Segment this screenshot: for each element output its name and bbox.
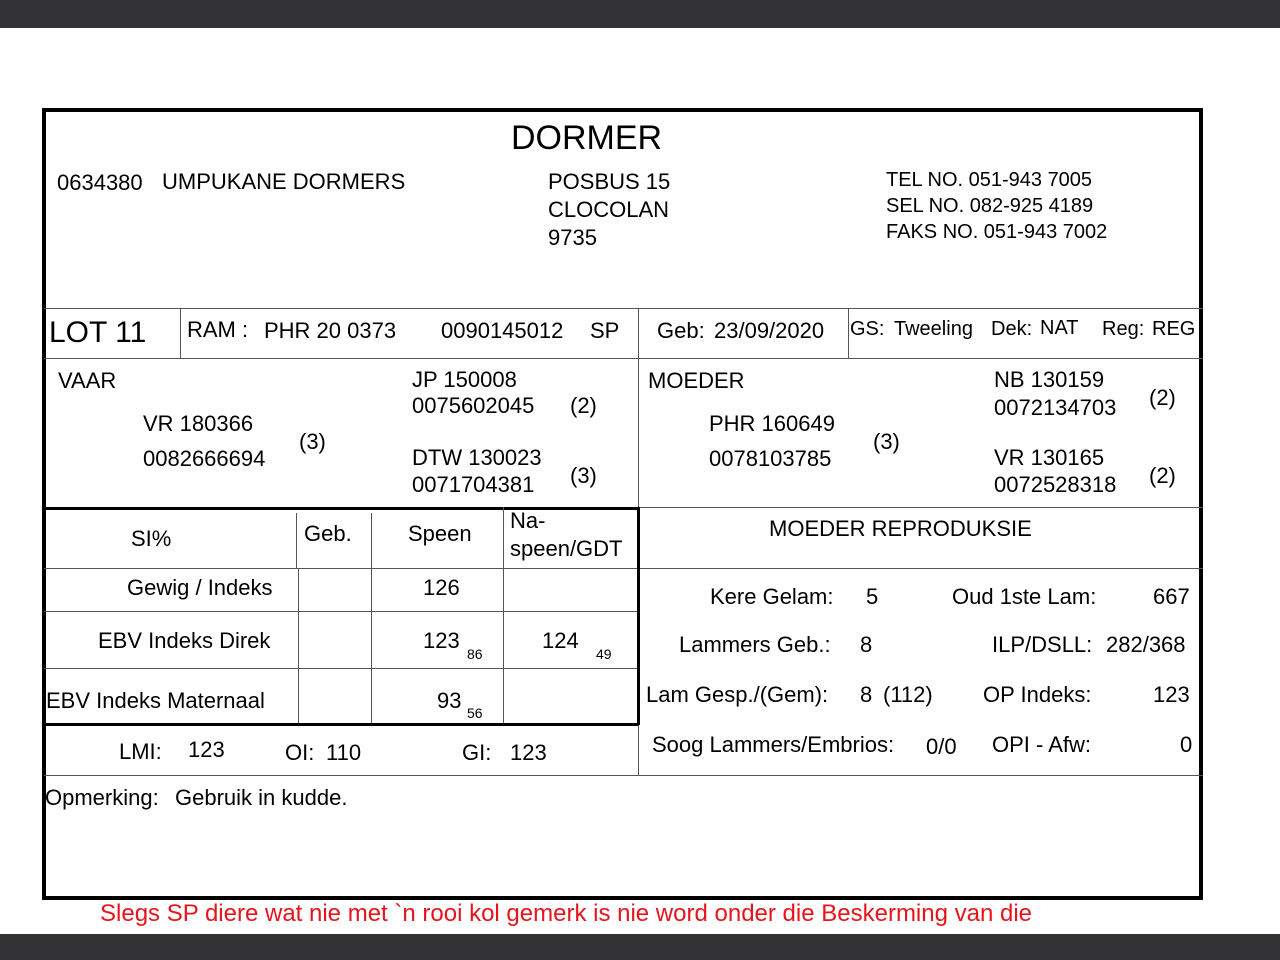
breeder-number: 0634380 xyxy=(57,170,143,195)
row-direk-naspeen: 124 xyxy=(542,628,579,653)
rule-lot-divider xyxy=(180,308,181,358)
dek-value: NAT xyxy=(1040,317,1079,339)
rule-pedigree-left xyxy=(44,507,639,510)
soog-lammers-value: 0/0 xyxy=(926,734,957,759)
vaar-grade: (3) xyxy=(299,429,326,454)
oi-label: OI: xyxy=(285,740,315,765)
oud-1ste-lam-value: 667 xyxy=(1153,584,1190,609)
rule-si-col3 xyxy=(503,507,504,723)
moeder-sire-grade: (2) xyxy=(1149,385,1176,410)
top-bar xyxy=(0,0,1280,28)
row-gewig-label: Gewig / Indeks xyxy=(127,575,273,600)
row-maternaal-speen-accuracy: 56 xyxy=(467,705,483,721)
moeder-sire-number: 0072134703 xyxy=(994,395,1117,420)
moeder-dam-id: VR 130165 xyxy=(994,445,1105,470)
rule-si-col1-head xyxy=(296,513,297,568)
address-line-2: CLOCOLAN xyxy=(548,197,670,222)
gi-label: GI: xyxy=(462,740,492,765)
soog-lammers-label: Soog Lammers/Embrios: xyxy=(652,732,895,757)
vaar-id: VR 180366 xyxy=(143,411,254,436)
ilp-dsll-value: 282/368 xyxy=(1106,632,1186,657)
lmi-value: 123 xyxy=(188,737,225,762)
geb-label: Geb: xyxy=(657,318,705,343)
lmi-label: LMI: xyxy=(119,739,162,764)
oi-value: 110 xyxy=(326,740,362,765)
vaar-dam-number: 0071704381 xyxy=(412,472,535,497)
ram-class: SP xyxy=(590,318,620,343)
vaar-sire-number: 0075602045 xyxy=(412,393,535,418)
rule-lot xyxy=(44,358,1203,359)
sp-notice: Slegs SP diere wat nie met `n rooi kol gemerk is nie word onder die Beskerming van die xyxy=(100,900,1033,927)
lam-gesp-label: Lam Gesp./(Gem): xyxy=(646,682,829,707)
rule-si-bottom xyxy=(44,723,639,726)
rule-si-row2 xyxy=(44,668,639,669)
opi-afw-label: OPI - Afw: xyxy=(992,732,1092,757)
row-maternaal-speen: 93 xyxy=(437,688,462,713)
rule-si-right xyxy=(637,507,640,725)
si-header: SI% xyxy=(131,526,172,551)
reg-label: Reg: xyxy=(1102,318,1145,340)
rule-si-col1 xyxy=(298,568,299,723)
row-direk-label: EBV Indeks Direk xyxy=(98,628,271,653)
vaar-dam-grade: (3) xyxy=(570,463,597,488)
vaar-dam-id: DTW 130023 xyxy=(412,445,542,470)
ram-reg-number: 0090145012 xyxy=(441,318,564,343)
address-line-1: POSBUS 15 xyxy=(548,169,671,194)
naspeen-header-1: Na- xyxy=(510,508,546,533)
row-gewig-speen: 126 xyxy=(423,575,460,600)
row-direk-speen: 123 xyxy=(423,628,460,653)
kere-gelam-value: 5 xyxy=(866,584,879,609)
geb-header: Geb. xyxy=(304,521,352,546)
lot-number: LOT 11 xyxy=(49,316,147,349)
vaar-sire-id: JP 150008 xyxy=(412,367,517,392)
op-indeks-label: OP Indeks: xyxy=(983,682,1092,707)
tel-number: TEL NO. 051-943 7005 xyxy=(886,169,1093,191)
breed-title: DORMER xyxy=(511,119,663,157)
lammers-geb-label: Lammers Geb.: xyxy=(679,632,831,657)
gs-value: Tweeling xyxy=(894,318,973,340)
lam-gesp-value: 8 xyxy=(860,682,873,707)
row-direk-naspeen-accuracy: 49 xyxy=(596,646,612,662)
rule-si-row1 xyxy=(44,611,639,612)
ram-id: PHR 20 0373 xyxy=(264,318,397,343)
reg-value: REG xyxy=(1152,318,1196,340)
speen-header: Speen xyxy=(408,521,472,546)
ram-label: RAM : xyxy=(187,317,249,342)
moeder-dam-grade: (2) xyxy=(1149,463,1176,488)
moeder-dam-number: 0072528318 xyxy=(994,472,1117,497)
geb-date: 23/09/2020 xyxy=(714,318,825,343)
gi-value: 123 xyxy=(510,740,547,765)
ilp-dsll-label: ILP/DSLL: xyxy=(992,632,1093,657)
moeder-grade: (3) xyxy=(873,429,900,454)
kere-gelam-label: Kere Gelam: xyxy=(710,584,834,609)
opi-afw-value: 0 xyxy=(1180,732,1193,757)
rule-geb-divider xyxy=(848,308,849,358)
oud-1ste-lam-label: Oud 1ste Lam: xyxy=(952,584,1097,609)
remarks-label: Opmerking: xyxy=(45,785,159,810)
remarks-text: Gebruik in kudde. xyxy=(175,785,348,810)
naspeen-header-2: speen/GDT xyxy=(510,536,623,561)
moeder-sire-id: NB 130159 xyxy=(994,367,1105,392)
breeder-name: UMPUKANE DORMERS xyxy=(162,169,406,194)
row-maternaal-label: EBV Indeks Maternaal xyxy=(46,688,265,713)
reproduction-title: MOEDER REPRODUKSIE xyxy=(769,516,1032,541)
vaar-label: VAAR xyxy=(58,368,117,393)
moeder-number: 0078103785 xyxy=(709,446,832,471)
moeder-label: MOEDER xyxy=(648,368,745,393)
row-direk-speen-accuracy: 86 xyxy=(467,646,483,662)
op-indeks-value: 123 xyxy=(1153,682,1190,707)
dek-label: Dek: xyxy=(991,318,1033,340)
rule-pedigree-right xyxy=(639,507,1203,508)
bottom-bar xyxy=(0,934,1280,960)
faks-number: FAKS NO. 051-943 7002 xyxy=(886,221,1108,243)
rule-si-col2 xyxy=(371,513,372,723)
sel-number: SEL NO. 082-925 4189 xyxy=(886,195,1094,217)
vaar-number: 0082666694 xyxy=(143,446,266,471)
gs-label: GS: xyxy=(850,318,885,340)
lam-gesp-gem: (112) xyxy=(883,682,933,707)
address-line-3: 9735 xyxy=(548,225,597,250)
rule-si-header xyxy=(44,568,1203,569)
rule-indices xyxy=(44,775,1203,776)
vaar-sire-grade: (2) xyxy=(570,393,597,418)
lammers-geb-value: 8 xyxy=(860,632,873,657)
rule-header xyxy=(44,308,1203,309)
moeder-id: PHR 160649 xyxy=(709,411,835,436)
